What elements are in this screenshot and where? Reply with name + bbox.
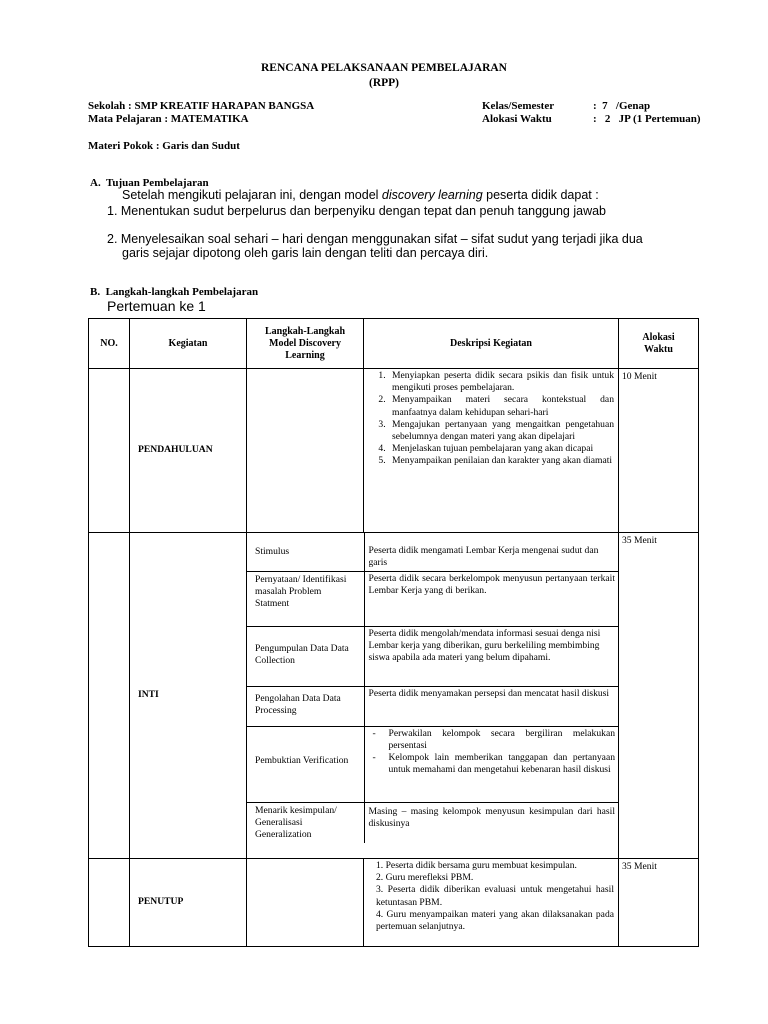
intro-text-start: Setelah mengikuti pelajaran ini, dengan model (122, 188, 382, 202)
step-stimulus-desc: Peserta didik mengamati Lembar Kerja mengenai sudut dan garis (364, 533, 619, 571)
step-data-processing-desc: Peserta didik menyamakan persepsi dan mencatat hasil diskusi (364, 686, 619, 726)
list-item: 3. Peserta didik diberikan evaluasi untuk mengetahui hasil ketuntasan PBM. (376, 884, 614, 908)
list-item: 4. Menjelaskan tujuan pembelajaran yang akan dicapai (388, 443, 614, 455)
inti-time: 35 Menit (619, 533, 699, 859)
intro-text-end: peserta didik dapat : (482, 188, 599, 202)
header-langkah: Langkah-Langkah Model Discovery Learning (247, 319, 364, 369)
step-problem-statement: Pernyataan/ Identifikasi masalah Problem Statment (247, 571, 364, 626)
pendahuluan-time: 10 Menit (619, 369, 699, 533)
pendahuluan-list (364, 369, 618, 468)
class-semester-label: Kelas/Semester (482, 100, 555, 112)
penutup-list (364, 859, 618, 933)
list-item: 4. Guru menyampaikan materi yang akan dilaksanakan pada pertemuan selanjutnya. (376, 908, 614, 933)
table-row-inti (89, 533, 699, 859)
step-data-processing: Pengolahan Data Data Processing (247, 686, 364, 726)
list-item: 1. Peserta didik bersama guru membuat kesimpulan. (376, 860, 577, 871)
penutup-time: 35 Menit (619, 859, 699, 947)
pendahuluan-no (89, 369, 130, 533)
section-b-heading: B. Langkah-langkah Pembelajaran (90, 286, 259, 298)
step-verification-desc (364, 726, 619, 802)
meeting-label: Pertemuan ke 1 (107, 298, 206, 314)
table-row (247, 571, 619, 626)
learning-steps-table (88, 318, 699, 947)
time-allocation-label: Alokasi Waktu (482, 113, 552, 125)
step-data-collection-desc: Peserta didik mengolah/mendata informasi sesuai denga nisi Lembar kerja yang diberikan, guru berkeliling membimbing siswa apabila ada materi yang belum dipahami. (364, 626, 619, 686)
table-row (247, 726, 619, 802)
time-allocation-value: : 2 JP (1 Pertemuan) (593, 113, 701, 125)
list-item: 3. Mengajukan pertanyaan yang mengaitkan pengetahuan sebelumnya dengan materi yang akan dipelajari (388, 419, 614, 443)
header-deskripsi: Deskripsi Kegiatan (364, 319, 619, 369)
table-row (247, 626, 619, 686)
table-header-row (89, 319, 699, 369)
inti-no (89, 533, 130, 859)
inti-label: INTI (130, 533, 247, 859)
intro-text-italic: discovery learning (381, 188, 483, 202)
learning-goal-2-line2: garis sejajar dipotong oleh garis lain dengan teliti dan percaya diri. (122, 246, 489, 260)
pendahuluan-step (247, 369, 364, 533)
class-semester-value: : 7 /Genap (593, 100, 651, 112)
penutup-label: PENUTUP (130, 859, 247, 947)
table-row (247, 533, 619, 571)
penutup-description (364, 859, 619, 947)
step-generalization-desc: Masing – masing kelompok menyusun kesimpulan dari hasil diskusinya (368, 805, 615, 829)
main-material: Materi Pokok : Garis dan Sudut (88, 140, 240, 152)
subject-name: Mata Pelajaran : MATEMATIKA (88, 113, 249, 125)
table-row (247, 686, 619, 726)
list-item: 2. Menyampaikan materi secara kontekstual dan manfaatnya dalam kehidupan sehari-hari (388, 394, 614, 418)
list-item: 5. Menyampaikan penilaian dan karakter yang akan diamati (388, 455, 614, 467)
list-item: - Kelompok lain memberikan tanggapan dan pertanyaan untuk memahami dan mengetahui kebenaran hasil diskusi (389, 752, 616, 776)
document-subtitle: (RPP) (368, 77, 399, 89)
section-a-intro (122, 188, 599, 202)
section-a-heading: A. Tujuan Pembelajaran (90, 177, 209, 189)
inti-steps-cell (247, 533, 619, 859)
learning-goal-2-line1: 2. Menyelesaikan soal sehari – hari dengan menggunakan sifat – sifat sudut yang terjadi jika dua (107, 232, 643, 246)
step-stimulus: Stimulus (247, 533, 364, 571)
step-generalization: Menarik kesimpulan/ Generalisasi Generalization (247, 802, 364, 843)
list-item: - Perwakilan kelompok secara bergiliran melakukan persentasi (389, 728, 616, 752)
step-problem-statement-desc: Peserta didik secara berkelompok menyusun pertanyaan terkait Lembar Kerja yang di berikan. (364, 571, 619, 626)
header-no: NO. (89, 319, 130, 369)
penutup-no (89, 859, 130, 947)
verification-list (365, 728, 620, 777)
header-alokasi: Alokasi Waktu (619, 319, 699, 369)
list-item: 2. Guru merefleksi PBM. (376, 872, 474, 884)
document-title: RENCANA PELAKSANAAN PEMBELAJARAN (261, 62, 507, 74)
header-kegiatan: Kegiatan (130, 319, 247, 369)
table-row-penutup (89, 859, 699, 947)
inti-steps-table (247, 533, 619, 843)
school-name: Sekolah : SMP KREATIF HARAPAN BANGSA (88, 100, 315, 112)
table-row (247, 802, 619, 843)
learning-goal-1: 1. Menentukan sudut berpelurus dan berpenyiku dengan tepat dan penuh tanggung jawab (107, 204, 606, 218)
table-row-pendahuluan (89, 369, 699, 533)
pendahuluan-label: PENDAHULUAN (130, 369, 247, 533)
pendahuluan-description (364, 369, 619, 533)
list-item: 1. Menyiapkan peserta didik secara psikis dan fisik untuk mengikuti proses pembelajaran. (388, 370, 614, 394)
penutup-step (247, 859, 364, 947)
step-data-collection: Pengumpulan Data Data Collection (247, 626, 364, 686)
step-verification: Pembuktian Verification (247, 726, 364, 802)
